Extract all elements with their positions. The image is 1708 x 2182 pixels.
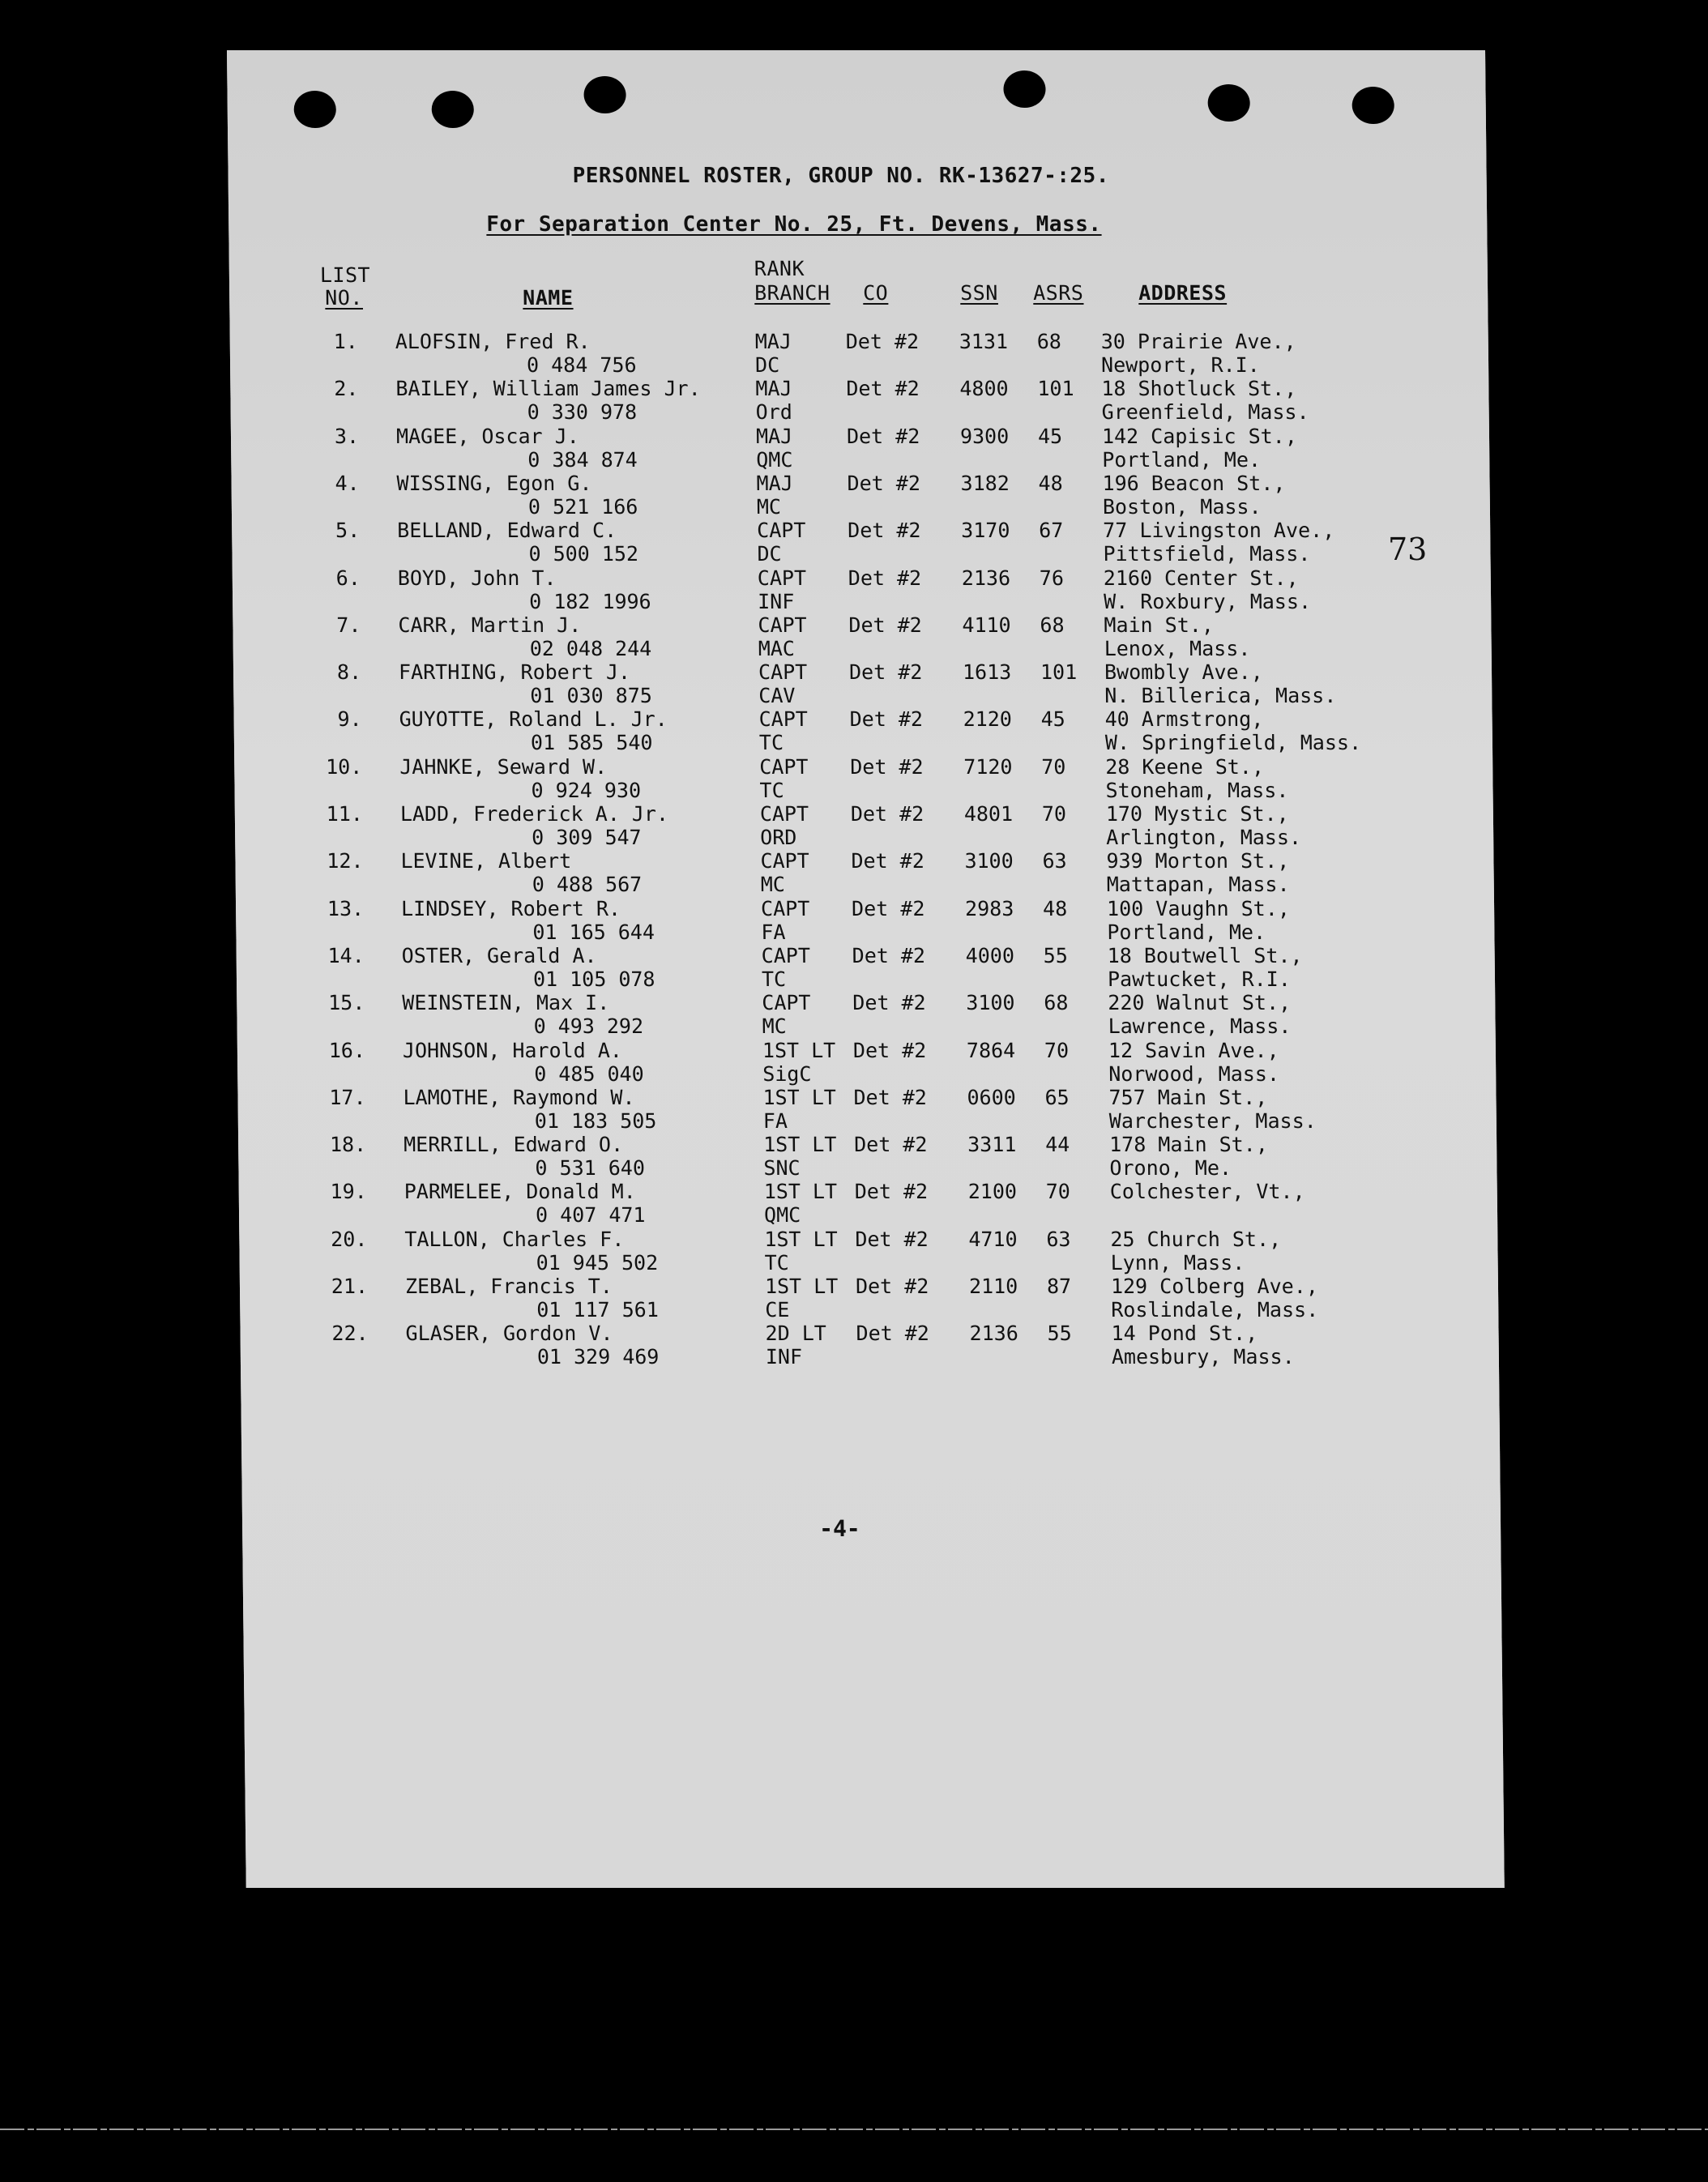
table-row (233, 707, 1492, 754)
cell-asrs: 44 (1044, 1133, 1070, 1157)
cell-no: 19. (330, 1180, 367, 1204)
cell-addr2: Mattapan, Mass. (1106, 873, 1290, 897)
cell-asrs: 68 (1044, 991, 1069, 1015)
cell-addr1: 129 Colberg Ave., (1110, 1275, 1319, 1298)
cell-addr2: Lynn, Mass. (1110, 1250, 1245, 1275)
cell-asrs: 65 (1044, 1085, 1070, 1109)
cell-addr2: N. Billerica, Mass. (1104, 684, 1337, 708)
cell-ssn: 2110 (968, 1275, 1018, 1298)
header-rank: RANK (754, 257, 805, 280)
cell-asrs: 68 (1036, 330, 1062, 353)
cell-asrs: 87 (1046, 1275, 1072, 1298)
cell-rank: 1ST LT (762, 1085, 836, 1109)
roster-page (227, 50, 1505, 1888)
cell-rank: CAPT (758, 613, 807, 637)
table-row (237, 991, 1496, 1038)
cell-asrs: 70 (1044, 1038, 1070, 1062)
cell-serial: 02 048 244 (529, 636, 652, 660)
cell-no: 11. (326, 802, 364, 826)
cell-addr2: Pawtucket, R.I. (1107, 967, 1291, 991)
cell-addr1: 14 Pond St., (1111, 1322, 1258, 1346)
cell-rank: CAPT (757, 566, 807, 590)
table-row (235, 802, 1494, 849)
header-address: ADDRESS (1138, 281, 1228, 305)
cell-serial: 0 407 471 (535, 1203, 646, 1228)
table-row (236, 897, 1495, 944)
cell-name: BAILEY, William James Jr. (395, 377, 701, 401)
cell-rank: 1ST LT (764, 1275, 839, 1298)
table-row (239, 1180, 1498, 1227)
cell-ssn: 3100 (964, 849, 1014, 873)
cell-addr2: W. Springfield, Mass. (1104, 731, 1362, 755)
cell-addr2: Greenfield, Mass. (1101, 400, 1309, 425)
table-row (239, 1228, 1498, 1275)
cell-asrs: 67 (1039, 519, 1064, 543)
cell-branch: TC (761, 967, 787, 991)
cell-no: 13. (327, 896, 365, 920)
cell-ssn: 2120 (963, 707, 1013, 732)
cell-rank: CAPT (758, 707, 809, 732)
cell-addr2: Lenox, Mass. (1104, 636, 1251, 660)
header-branch: BRANCH (754, 281, 831, 305)
cell-rank: CAPT (759, 802, 809, 826)
cell-asrs: 101 (1037, 377, 1074, 401)
table-row (237, 1086, 1497, 1133)
cell-co: Det #2 (851, 849, 924, 873)
cell-branch: TC (759, 778, 784, 802)
table-row (235, 849, 1494, 896)
cell-co: Det #2 (847, 471, 921, 495)
cell-co: Det #2 (851, 896, 925, 920)
cell-addr1: 2160 Center St., (1103, 566, 1299, 590)
cell-serial: 01 585 540 (530, 731, 653, 755)
cell-addr1: 77 Livingston Ave., (1103, 519, 1335, 543)
table-row (231, 472, 1490, 519)
cell-ssn: 7120 (963, 754, 1013, 779)
cell-branch: INF (757, 589, 795, 613)
cell-branch: QMC (763, 1203, 801, 1228)
cell-name: BELLAND, Edward C. (397, 519, 617, 543)
cell-rank: 2D LT (765, 1322, 827, 1346)
cell-rank: MAJ (754, 330, 792, 353)
cell-addr1: 28 Keene St., (1105, 754, 1265, 779)
header-name: NAME (523, 286, 574, 310)
margin-note: 73 (1388, 532, 1428, 567)
cell-branch: INF (765, 1345, 803, 1369)
header-ssn: SSN (959, 281, 998, 305)
cell-asrs: 70 (1045, 1180, 1071, 1204)
cell-asrs: 68 (1040, 613, 1065, 637)
cell-serial: 01 117 561 (536, 1298, 659, 1322)
cell-addr2: Orono, Me. (1109, 1156, 1232, 1181)
cell-branch: FA (761, 920, 786, 944)
cell-addr1: 757 Main St., (1108, 1085, 1268, 1109)
cell-name: TALLON, Charles F. (404, 1227, 625, 1251)
cell-name: MERRILL, Edward O. (403, 1133, 624, 1157)
cell-co: Det #2 (852, 943, 926, 967)
cell-branch: CE (765, 1298, 790, 1322)
cell-addr1: Main St., (1104, 613, 1215, 637)
cell-ssn: 3170 (961, 519, 1010, 543)
cell-co: Det #2 (850, 754, 924, 779)
cell-no: 18. (329, 1133, 367, 1157)
cell-asrs: 70 (1041, 754, 1066, 779)
cell-co: Det #2 (852, 991, 926, 1015)
cell-rank: CAPT (759, 754, 809, 779)
cell-co: Det #2 (853, 1133, 928, 1157)
cell-addr1: 100 Vaughn St., (1106, 896, 1291, 920)
cell-name: OSTER, Gerald A. (401, 943, 597, 967)
cell-no: 2. (334, 377, 359, 401)
table-row (233, 613, 1492, 660)
cell-addr1: 178 Main St., (1108, 1133, 1268, 1157)
header-no: NO. (325, 286, 364, 310)
cell-addr2: Arlington, Mass. (1106, 826, 1302, 849)
cell-asrs: 48 (1038, 471, 1063, 495)
cell-serial: 0 330 978 (527, 400, 638, 425)
cell-addr1: Bwombly Ave., (1104, 660, 1263, 685)
roster-table (227, 50, 1505, 1888)
cell-addr1: 30 Prairie Ave., (1100, 330, 1296, 353)
cell-addr1: 220 Walnut St., (1108, 991, 1292, 1015)
table-row (234, 755, 1493, 802)
cell-addr2: Pittsfield, Mass. (1103, 542, 1311, 566)
cell-no: 7. (336, 613, 361, 637)
cell-name: GLASER, Gordon V. (405, 1322, 613, 1346)
cell-no: 9. (337, 707, 362, 732)
cell-co: Det #2 (846, 377, 920, 401)
cell-rank: CAPT (760, 896, 810, 920)
cell-ssn: 3311 (967, 1133, 1017, 1157)
cell-ssn: 9300 (959, 424, 1010, 448)
cell-addr1: 18 Boutwell St., (1107, 943, 1303, 967)
cell-serial: 0 485 040 (534, 1061, 644, 1086)
cell-no: 14. (327, 943, 365, 967)
cell-name: GUYOTTE, Roland L. Jr. (399, 707, 668, 732)
cell-name: FARTHING, Robert J. (398, 660, 631, 685)
cell-serial: 0 493 292 (533, 1014, 644, 1039)
cell-serial: 01 105 078 (532, 967, 655, 991)
cell-co: Det #2 (852, 1038, 927, 1062)
document-title: PERSONNEL ROSTER, GROUP NO. RK-13627-:25. (572, 164, 1110, 188)
cell-name: JAHNKE, Seward W. (399, 754, 608, 779)
cell-no: 4. (335, 471, 360, 495)
cell-ssn: 3182 (960, 471, 1010, 495)
cell-ssn: 1613 (962, 660, 1012, 685)
cell-ssn: 2100 (967, 1180, 1018, 1204)
cell-no: 21. (331, 1275, 369, 1298)
cell-no: 5. (335, 519, 361, 543)
cell-serial: 0 488 567 (532, 873, 643, 897)
cell-ssn: 4710 (968, 1227, 1018, 1251)
table-row (238, 1133, 1497, 1180)
cell-addr1: 142 Capisic St., (1101, 424, 1297, 448)
cell-branch: SNC (763, 1156, 801, 1181)
cell-asrs: 45 (1037, 424, 1063, 448)
cell-branch: MC (760, 873, 786, 897)
cell-serial: 0 384 874 (527, 447, 638, 472)
cell-co: Det #2 (848, 613, 922, 637)
cell-no: 22. (331, 1322, 369, 1346)
cell-addr2: Amesbury, Mass. (1111, 1345, 1295, 1369)
cell-branch: CAV (758, 684, 796, 708)
cell-no: 12. (327, 849, 364, 873)
cell-no: 8. (336, 660, 362, 685)
cell-ssn: 4800 (959, 377, 1009, 401)
cell-serial: 01 329 469 (536, 1345, 660, 1369)
cell-serial: 0 924 930 (531, 778, 642, 802)
cell-addr1: 40 Armstrong, (1104, 707, 1264, 732)
cell-addr2: Roslindale, Mass. (1111, 1298, 1319, 1322)
cell-asrs: 70 (1041, 802, 1067, 826)
cell-co: Det #2 (848, 660, 923, 685)
cell-ssn: 7864 (966, 1038, 1016, 1062)
cell-rank: CAPT (757, 519, 806, 543)
cell-addr2: Norwood, Mass. (1108, 1061, 1280, 1086)
cell-no: 20. (331, 1227, 368, 1251)
cell-branch: TC (758, 731, 784, 755)
cell-asrs: 45 (1040, 707, 1065, 732)
cell-no: 3. (334, 424, 360, 448)
cell-name: LINDSEY, Robert R. (400, 896, 621, 920)
cell-rank: MAJ (756, 471, 793, 495)
cell-ssn: 2983 (964, 896, 1014, 920)
cell-name: PARMELEE, Donald M. (404, 1180, 636, 1204)
table-row (240, 1275, 1499, 1322)
cell-branch: ORD (760, 826, 797, 849)
cell-name: CARR, Martin J. (398, 613, 582, 637)
cell-addr1: 196 Beacon St., (1102, 471, 1286, 495)
cell-no: 1. (333, 330, 358, 353)
cell-serial: 0 182 1996 (528, 589, 651, 613)
cell-ssn: 2136 (961, 566, 1011, 590)
cell-ssn: 4110 (962, 613, 1011, 637)
cell-asrs: 63 (1046, 1227, 1071, 1251)
cell-rank: 1ST LT (763, 1180, 838, 1204)
table-row (237, 944, 1496, 991)
table-row (231, 425, 1490, 472)
cell-serial: 0 500 152 (528, 542, 639, 566)
cell-addr2: Portland, Me. (1107, 920, 1266, 944)
cell-ssn: 3131 (959, 330, 1009, 353)
cell-ssn: 4000 (965, 943, 1015, 967)
cell-ssn: 3100 (966, 991, 1015, 1015)
cell-co: Det #2 (855, 1275, 929, 1298)
cell-no: 10. (325, 754, 363, 779)
cell-no: 6. (335, 566, 361, 590)
cell-no: 17. (329, 1085, 366, 1109)
cell-co: Det #2 (850, 802, 924, 826)
cell-rank: MAJ (755, 377, 792, 401)
cell-no: 15. (328, 991, 365, 1015)
header-list: LIST (319, 263, 371, 287)
cell-branch: DC (757, 542, 782, 566)
cell-name: LEVINE, Albert (400, 849, 572, 873)
cell-serial: 0 521 166 (527, 494, 638, 519)
cell-rank: 1ST LT (764, 1227, 838, 1251)
table-row (240, 1322, 1499, 1369)
cell-co: Det #2 (848, 566, 922, 590)
cell-name: JOHNSON, Harold A. (402, 1038, 623, 1062)
cell-serial: 01 030 875 (530, 684, 653, 708)
cell-serial: 01 165 644 (532, 920, 655, 944)
cell-co: Det #2 (846, 424, 920, 448)
cell-rank: 1ST LT (762, 1133, 837, 1157)
cell-serial: 0 484 756 (526, 353, 637, 377)
cell-addr2: W. Roxbury, Mass. (1103, 589, 1312, 613)
cell-addr2: Lawrence, Mass. (1108, 1014, 1292, 1039)
cell-serial: 0 309 547 (532, 826, 642, 849)
cell-name: ZEBAL, Francis T. (404, 1275, 613, 1298)
cell-co: Det #2 (845, 330, 920, 353)
cell-rank: MAJ (755, 424, 793, 448)
cell-branch: SigC (762, 1061, 812, 1086)
cell-ssn: 2136 (969, 1322, 1018, 1346)
cell-rank: CAPT (762, 991, 811, 1015)
cell-name: WEINSTEIN, Max I. (402, 991, 610, 1015)
cell-addr1: 12 Savin Ave., (1108, 1038, 1279, 1062)
cell-ssn: 4801 (963, 802, 1014, 826)
document-subtitle: For Separation Center No. 25, Ft. Devens, Mass. (486, 212, 1102, 237)
cell-branch: QMC (756, 447, 793, 472)
cell-branch: TC (764, 1250, 789, 1275)
cell-branch: FA (762, 1108, 788, 1133)
cell-asrs: 63 (1042, 849, 1067, 873)
cell-co: Det #2 (856, 1322, 930, 1346)
cell-name: LADD, Frederick A. Jr. (399, 802, 669, 826)
cell-addr1: 25 Church St., (1110, 1227, 1282, 1251)
cell-addr1: Colchester, Vt., (1109, 1180, 1305, 1204)
cell-addr2: Stoneham, Mass. (1105, 778, 1289, 802)
cell-ssn: 0600 (967, 1085, 1016, 1109)
scanner-edge (0, 2123, 1708, 2155)
cell-name: BOYD, John T. (397, 566, 557, 590)
cell-asrs: 55 (1047, 1322, 1072, 1346)
cell-branch: DC (754, 353, 780, 377)
cell-co: Det #2 (853, 1085, 927, 1109)
cell-serial: 0 531 640 (535, 1156, 646, 1181)
cell-rank: 1ST LT (762, 1038, 836, 1062)
cell-co: Det #2 (855, 1227, 929, 1251)
cell-addr2: Boston, Mass. (1102, 494, 1262, 519)
header-asrs: ASRS (1032, 281, 1084, 305)
cell-co: Det #2 (849, 707, 924, 732)
cell-addr2: Warchester, Mass. (1108, 1108, 1317, 1133)
cell-branch: MC (762, 1014, 787, 1039)
cell-serial: 01 945 502 (536, 1250, 659, 1275)
table-row (233, 660, 1492, 707)
cell-name: WISSING, Egon G. (396, 471, 592, 495)
table-row (230, 377, 1489, 424)
cell-asrs: 55 (1043, 943, 1068, 967)
cell-serial: 01 183 505 (534, 1108, 657, 1133)
cell-name: ALOFSIN, Fred R. (395, 330, 591, 353)
cell-addr1: 18 Shotluck St., (1101, 377, 1297, 401)
header-co: CO (862, 281, 889, 305)
cell-rank: CAPT (758, 660, 808, 685)
cell-name: LAMOTHE, Raymond W. (403, 1085, 635, 1109)
cell-addr1: 170 Mystic St., (1105, 802, 1289, 826)
cell-addr2: Portland, Me. (1102, 447, 1262, 472)
table-row (233, 566, 1492, 613)
cell-co: Det #2 (854, 1180, 929, 1204)
table-row (230, 330, 1489, 377)
cell-branch: Ord (755, 400, 792, 425)
table-row (232, 519, 1491, 566)
cell-name: MAGEE, Oscar J. (395, 424, 579, 448)
cell-addr1: 939 Morton St., (1106, 849, 1290, 873)
cell-rank: CAPT (761, 943, 811, 967)
cell-rank: CAPT (760, 849, 809, 873)
cell-addr2: Newport, R.I. (1100, 353, 1260, 377)
cell-asrs: 48 (1042, 896, 1068, 920)
page-number: -4- (818, 1515, 860, 1542)
table-row (237, 1039, 1497, 1086)
cell-co: Det #2 (848, 519, 921, 543)
cell-branch: MAC (758, 636, 796, 660)
cell-asrs: 76 (1039, 566, 1065, 590)
cell-branch: MC (756, 494, 782, 519)
cell-no: 16. (328, 1038, 366, 1062)
cell-asrs: 101 (1040, 660, 1078, 685)
